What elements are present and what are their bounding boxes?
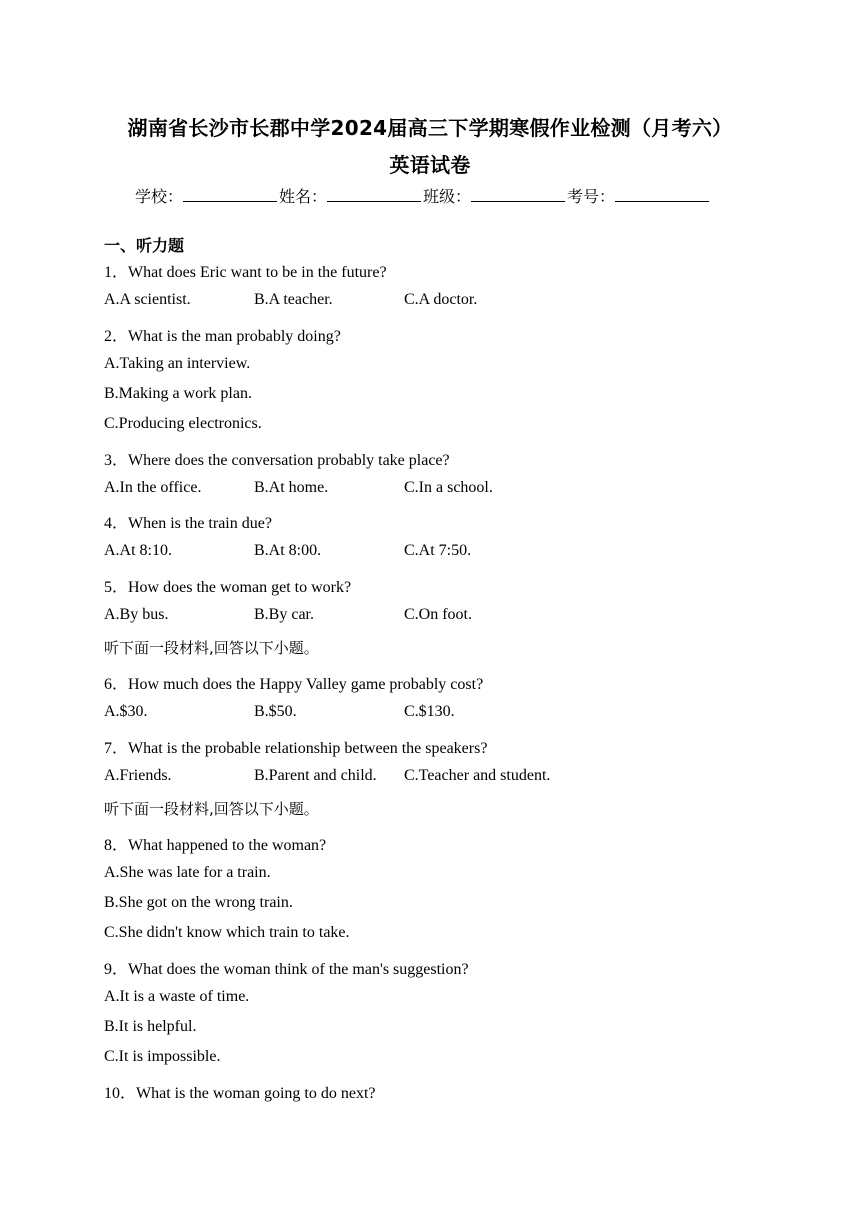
option-a: A.It is a waste of time. [104, 988, 250, 1005]
option-a: A.At 8:10. [104, 542, 172, 559]
option-b: B.Making a work plan. [104, 385, 252, 402]
exam-subtitle: 英语试卷 [389, 153, 471, 177]
option-a: A.Taking an interview. [104, 355, 251, 372]
student-info-line [135, 184, 711, 207]
option-c: C.Teacher and student. [404, 767, 551, 784]
option-b: B.By car. [254, 606, 314, 623]
option-b: B.Parent and child. [254, 767, 377, 784]
question-stem: 5．How does the woman get to work? [104, 579, 352, 596]
option-b: B.It is helpful. [104, 1018, 197, 1035]
option-c: C.Producing electronics. [104, 415, 262, 432]
question-stem: 6．How much does the Happy Valley game probably cost? [104, 676, 484, 693]
option-a: A.A scientist. [104, 291, 191, 308]
option-c: C.A doctor. [404, 291, 478, 308]
name-blank [327, 187, 421, 202]
question-stem: 4．When is the train due? [104, 515, 272, 532]
exam-title: 湖南省长沙市长郡中学2024届高三下学期寒假作业检测（月考六） [127, 116, 733, 140]
question-stem: 2．What is the man probably doing? [104, 328, 341, 345]
option-c: C.In a school. [404, 479, 493, 496]
option-b: B.A teacher. [254, 291, 333, 308]
school-label: 学校： [135, 187, 184, 206]
question-stem: 8．What happened to the woman? [104, 837, 327, 854]
option-c: C.$130. [404, 703, 455, 720]
question-stem: 9．What does the woman think of the man's suggestion? [104, 961, 469, 978]
question-stem: 3．Where does the conversation probably take place? [104, 452, 450, 469]
option-c: C.She didn't know which train to take. [104, 924, 350, 941]
class-blank [471, 187, 565, 202]
option-b: B.At home. [254, 479, 329, 496]
option-a: A.Friends. [104, 767, 172, 784]
material-instruction: 听下面一段材料,回答以下小题。 [104, 639, 319, 657]
exam-number-blank [615, 187, 709, 202]
option-a: A.In the office. [104, 479, 202, 496]
option-b: B.She got on the wrong train. [104, 894, 293, 911]
question-stem: 10．What is the woman going to do next? [104, 1085, 376, 1102]
option-b: B.At 8:00. [254, 542, 322, 559]
material-instruction: 听下面一段材料,回答以下小题。 [104, 800, 319, 818]
option-a: A.She was late for a train. [104, 864, 271, 881]
question-stem: 7．What is the probable relationship between the speakers? [104, 740, 488, 757]
exam-number-label: 考号： [567, 187, 616, 206]
option-c: C.On foot. [404, 606, 472, 623]
name-label: 姓名： [279, 187, 328, 206]
option-a: A.$30. [104, 703, 148, 720]
question-stem: 1．What does Eric want to be in the future? [104, 264, 387, 281]
class-label: 班级： [423, 187, 472, 206]
section-title: 一、听力题 [104, 236, 185, 255]
option-b: B.$50. [254, 703, 297, 720]
school-blank [183, 187, 277, 202]
option-c: C.At 7:50. [404, 542, 472, 559]
option-a: A.By bus. [104, 606, 169, 623]
option-c: C.It is impossible. [104, 1048, 221, 1065]
